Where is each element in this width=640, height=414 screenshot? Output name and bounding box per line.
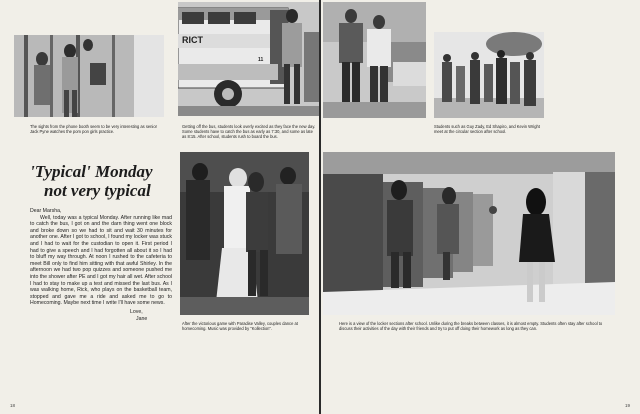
title-line-2: not very typical (44, 181, 151, 200)
group-photo (434, 32, 544, 118)
bus-sign: RICT (182, 35, 203, 45)
letter-body: Well, today was a typical Monday. After running like mad to catch the bus, I got on and the darn thing went one block and broke down so we had to sit and wait 30 minutes for another one. After I got to school, I found my locker was stuck and I had to wait for the custodian to open it. First period I had to give a speech and I had forgotten all about it so I had to bluff my way through. At noon I rushed to the cafeteria to meet Bill only to find him sitting with that awful Shirley. In the afternoon we had two pop quizzes and someone pushed me into the shower after PE and I got my hair all wet. After school I had to stay to make up a test and missed the last bus. As I was walking home, Rick, who plays on the basketball team, stopped and gave me a ride and asked me to go to Homecoming. Maybe next time I write I'll have some news. (30, 214, 172, 307)
letter-greeting: Dear Marsha, (30, 208, 62, 214)
dance-photo (180, 152, 309, 315)
letter (30, 208, 172, 322)
page-number-right: 19 (624, 403, 630, 408)
caption-bus: Getting off the bus, students look overly excited as they face the new day. Some students have to catch the bus as early as 7:30, and some as late as 8:15. After school, students rush to board the bus. (182, 124, 316, 140)
caption-students: Students such as Guy Zady, Ed Shapiro, and Kevin Wright meet at the circular section after school. (434, 124, 540, 135)
letter-closing: Love, (130, 308, 143, 315)
phone-booth-photo (14, 35, 164, 117)
page-number-left: 18 (10, 403, 16, 408)
title-line-1: 'Typical' Monday (30, 162, 153, 181)
two-students-photo (323, 2, 426, 118)
article-title (30, 162, 180, 200)
right-page (321, 0, 640, 414)
bus-photo (178, 2, 319, 116)
letter-signature: Jane (136, 315, 148, 322)
bus-number: 11 (258, 57, 264, 63)
locker-hallway-photo (323, 152, 615, 315)
left-page (0, 0, 319, 414)
caption-phone-booth: The sights from the phone booth seem to be very interesting as senior Jack Pyne watches the pom pon girls practice. (30, 124, 157, 135)
caption-lockers: Here is a view of the locker sections after school. Unlike during the breaks between classes, it is almost empty. Students often stay after school to discuss their activities of the day with their friends and try to put off doing their homework as long as they can. (339, 321, 603, 332)
caption-dance: After the victorious game with Paradise Valley, couples dance at homecoming. Music was provided by "Kollection". (182, 321, 298, 332)
